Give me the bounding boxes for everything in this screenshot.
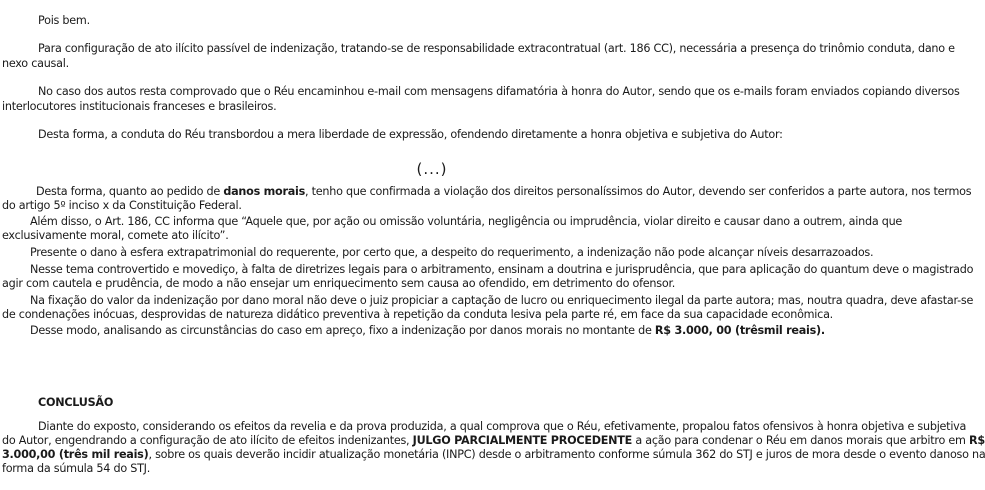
quote-art186-line2: exclusivamente moral, comete ato ilícito”. bbox=[2, 229, 229, 242]
paragraph-caso-line1: No caso dos autos resta comprovado que o Réu encaminhou e-mail com mensagens difamatória à honra do Autor, sendo que os e-mails foram enviados copiando diversos bbox=[38, 85, 960, 98]
quote-danos-morais-line1: Desta forma, quanto ao pedido de danos morais, tenho que confirmada a violação dos direitos personalíssimos do Autor, devendo ser conferidos a parte autora, nos termos bbox=[36, 185, 972, 198]
paragraph-configuracao-line2: nexo causal. bbox=[2, 57, 69, 70]
conclusion-line3: 3.000,00 (três mil reais), sobre os quais deverão incidir atualização monetária (INPC) desde o arbitramento conforme súmula 362 do STJ e juros de mora desde o evento danoso na bbox=[2, 448, 985, 461]
quote-dano-esfera: Presente o dano à esfera extrapatrimonial do requerente, por certo que, a despeito do requerimento, a indenização não pode alcançar níveis desarrazoados. bbox=[30, 246, 874, 259]
conclusion-line2: do Autor, engendrando a configuração de ato ilícito de efeitos indenizantes, JULGO PARCIALMENTE PROCEDENTE a ação para condenar o Réu em danos morais que arbitro em R$ bbox=[2, 434, 985, 447]
quote-danos-morais-line2: do artigo 5º inciso x da Constituição Federal. bbox=[2, 199, 242, 212]
quote-fixacao-line1: Na fixação do valor da indenização por dano moral não deve o juiz propiciar a captação de lucro ou enriquecimento ilegal da parte autora; mas, noutra quadra, deve afastar-se bbox=[30, 294, 974, 307]
quote-ellipsis: (...) bbox=[416, 160, 448, 178]
conclusion-line4: forma da súmula 54 do STJ. bbox=[2, 462, 151, 475]
quote-art186-line1: Além disso, o Art. 186, CC informa que “Aquele que, por ação ou omissão voluntária, negligência ou imprudência, violar direito e causar dano a outrem, ainda que bbox=[30, 215, 903, 228]
conclusion-line1: Diante do exposto, considerando os efeitos da revelia e da prova produzida, a qual comprova que o Réu, efetivamente, propalou fatos ofensivos à honra objetiva e subjetiva bbox=[38, 420, 967, 433]
quote-tema-line2: agir com cautela e prudência, de modo a não ensejar um enriquecimento sem causa ao ofendido, em detrimento do ofensor. bbox=[2, 277, 676, 290]
conclusion-heading: CONCLUSÃO bbox=[38, 396, 114, 409]
quote-desse-modo: Desse modo, analisando as circunstâncias do caso em apreço, fixo a indenização por danos morais no montante de R$ 3.000, 00 (trêsmil reais). bbox=[30, 324, 825, 337]
paragraph-conduta: Desta forma, a conduta do Réu transbordou a mera liberdade de expressão, ofendendo diretamente a honra objetiva e subjetiva do Autor: bbox=[38, 128, 783, 141]
paragraph-caso-line2: interlocutores institucionais franceses e brasileiros. bbox=[2, 100, 277, 113]
paragraph-pois-bem: Pois bem. bbox=[38, 14, 90, 27]
paragraph-configuracao-line1: Para configuração de ato ilícito passível de indenização, tratando-se de responsabilidade extracontratual (art. 186 CC), necessária a presença do trinômio conduta, dano e bbox=[38, 42, 955, 55]
quote-tema-line1: Nesse tema controvertido e movediço, à falta de diretrizes legais para o arbitramento, ensinam a doutrina e jurisprudência, que para aplicação do quantum deve o magistrado bbox=[30, 263, 974, 276]
quote-fixacao-line2: de condenações inócuas, desprovidas de natureza didático preventiva à repetição da conduta lesiva pela parte ré, em face da sua capacidade econômica. bbox=[2, 308, 833, 321]
